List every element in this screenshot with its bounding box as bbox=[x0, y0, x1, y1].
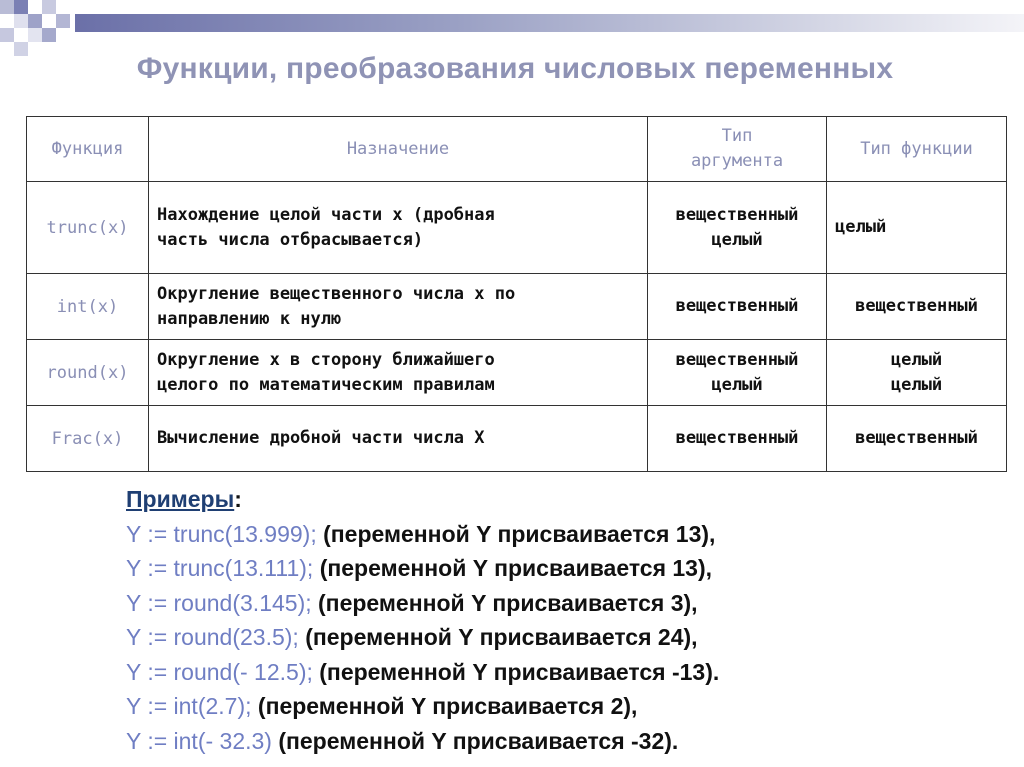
cell-function: int(x) bbox=[27, 274, 149, 340]
deco-square bbox=[0, 0, 14, 14]
functions-table bbox=[26, 116, 1007, 472]
example-comment: (переменной Y присваивается -13). bbox=[312, 658, 720, 685]
table-header-row bbox=[27, 117, 1007, 182]
example-line bbox=[126, 689, 719, 724]
table-row bbox=[27, 340, 1007, 406]
header-decoration bbox=[0, 0, 1024, 60]
example-line bbox=[126, 586, 719, 621]
cell-purpose: Округление x в сторону ближайшего целого по математическим правилам bbox=[149, 340, 648, 406]
example-line bbox=[126, 655, 719, 690]
cell-arg-type: вещественный bbox=[648, 274, 827, 340]
example-comment: (переменной Y присваивается 3), bbox=[311, 589, 698, 616]
cell-purpose: Нахождение целой части x (дробная часть числа отбрасывается) bbox=[149, 182, 648, 274]
column-header-return-type: Тип функции bbox=[827, 117, 1007, 182]
column-header-purpose: Назначение bbox=[149, 117, 648, 182]
cell-return-type: целый bbox=[827, 182, 1007, 274]
deco-square bbox=[28, 14, 42, 28]
deco-square bbox=[42, 28, 56, 42]
cell-arg-type: вещественный целый bbox=[648, 340, 827, 406]
cell-function: round(x) bbox=[27, 340, 149, 406]
example-code: Y := int(- 32.3) bbox=[126, 727, 272, 754]
cell-return-type: вещественный bbox=[827, 406, 1007, 472]
cell-arg-type: вещественный целый bbox=[648, 182, 827, 274]
example-code: Y := trunc(13.999); bbox=[126, 520, 317, 547]
example-line bbox=[126, 724, 719, 759]
page-title: Функции, преобразования числовых переменных bbox=[136, 52, 894, 85]
example-code: Y := round(23.5); bbox=[126, 624, 299, 650]
example-line bbox=[126, 620, 719, 655]
example-code: Y := trunc(13.111); bbox=[126, 555, 314, 581]
deco-square bbox=[28, 28, 42, 42]
column-header-arg-type: Тип аргумента bbox=[648, 117, 827, 182]
example-comment: (переменной Y присваивается 13), bbox=[316, 520, 716, 547]
example-code: Y := round(3.145); bbox=[126, 589, 312, 616]
deco-square bbox=[0, 28, 14, 42]
column-header-function: Функция bbox=[27, 117, 149, 182]
table-row bbox=[27, 182, 1007, 274]
example-line bbox=[126, 551, 719, 586]
table-row bbox=[27, 406, 1007, 472]
table-row bbox=[27, 274, 1007, 340]
examples-heading: Примеры: bbox=[126, 486, 242, 512]
examples-block bbox=[126, 482, 719, 758]
deco-square bbox=[56, 14, 70, 28]
header-gradient-bar bbox=[75, 14, 1024, 32]
deco-square bbox=[14, 0, 28, 14]
cell-function: Frac(x) bbox=[27, 406, 149, 472]
example-code: Y := round(- 12.5); bbox=[126, 658, 313, 685]
example-comment: (переменной Y присваивается -32). bbox=[271, 727, 679, 754]
cell-function: trunc(x) bbox=[27, 182, 149, 274]
example-code: Y := int(2.7); bbox=[126, 693, 252, 719]
deco-square bbox=[14, 14, 28, 28]
cell-purpose: Округление вещественного числа x по направлению к нулю bbox=[149, 274, 648, 340]
example-line bbox=[126, 517, 719, 552]
deco-square bbox=[42, 0, 56, 14]
example-comment: (переменной Y присваивается 24), bbox=[298, 624, 698, 650]
cell-arg-type: вещественный bbox=[648, 406, 827, 472]
cell-return-type: целый целый bbox=[827, 340, 1007, 406]
example-comment: (переменной Y присваивается 2), bbox=[251, 693, 638, 719]
example-comment: (переменной Y присваивается 13), bbox=[313, 555, 713, 581]
cell-return-type: вещественный bbox=[827, 274, 1007, 340]
cell-purpose: Вычисление дробной части числа X bbox=[149, 406, 648, 472]
